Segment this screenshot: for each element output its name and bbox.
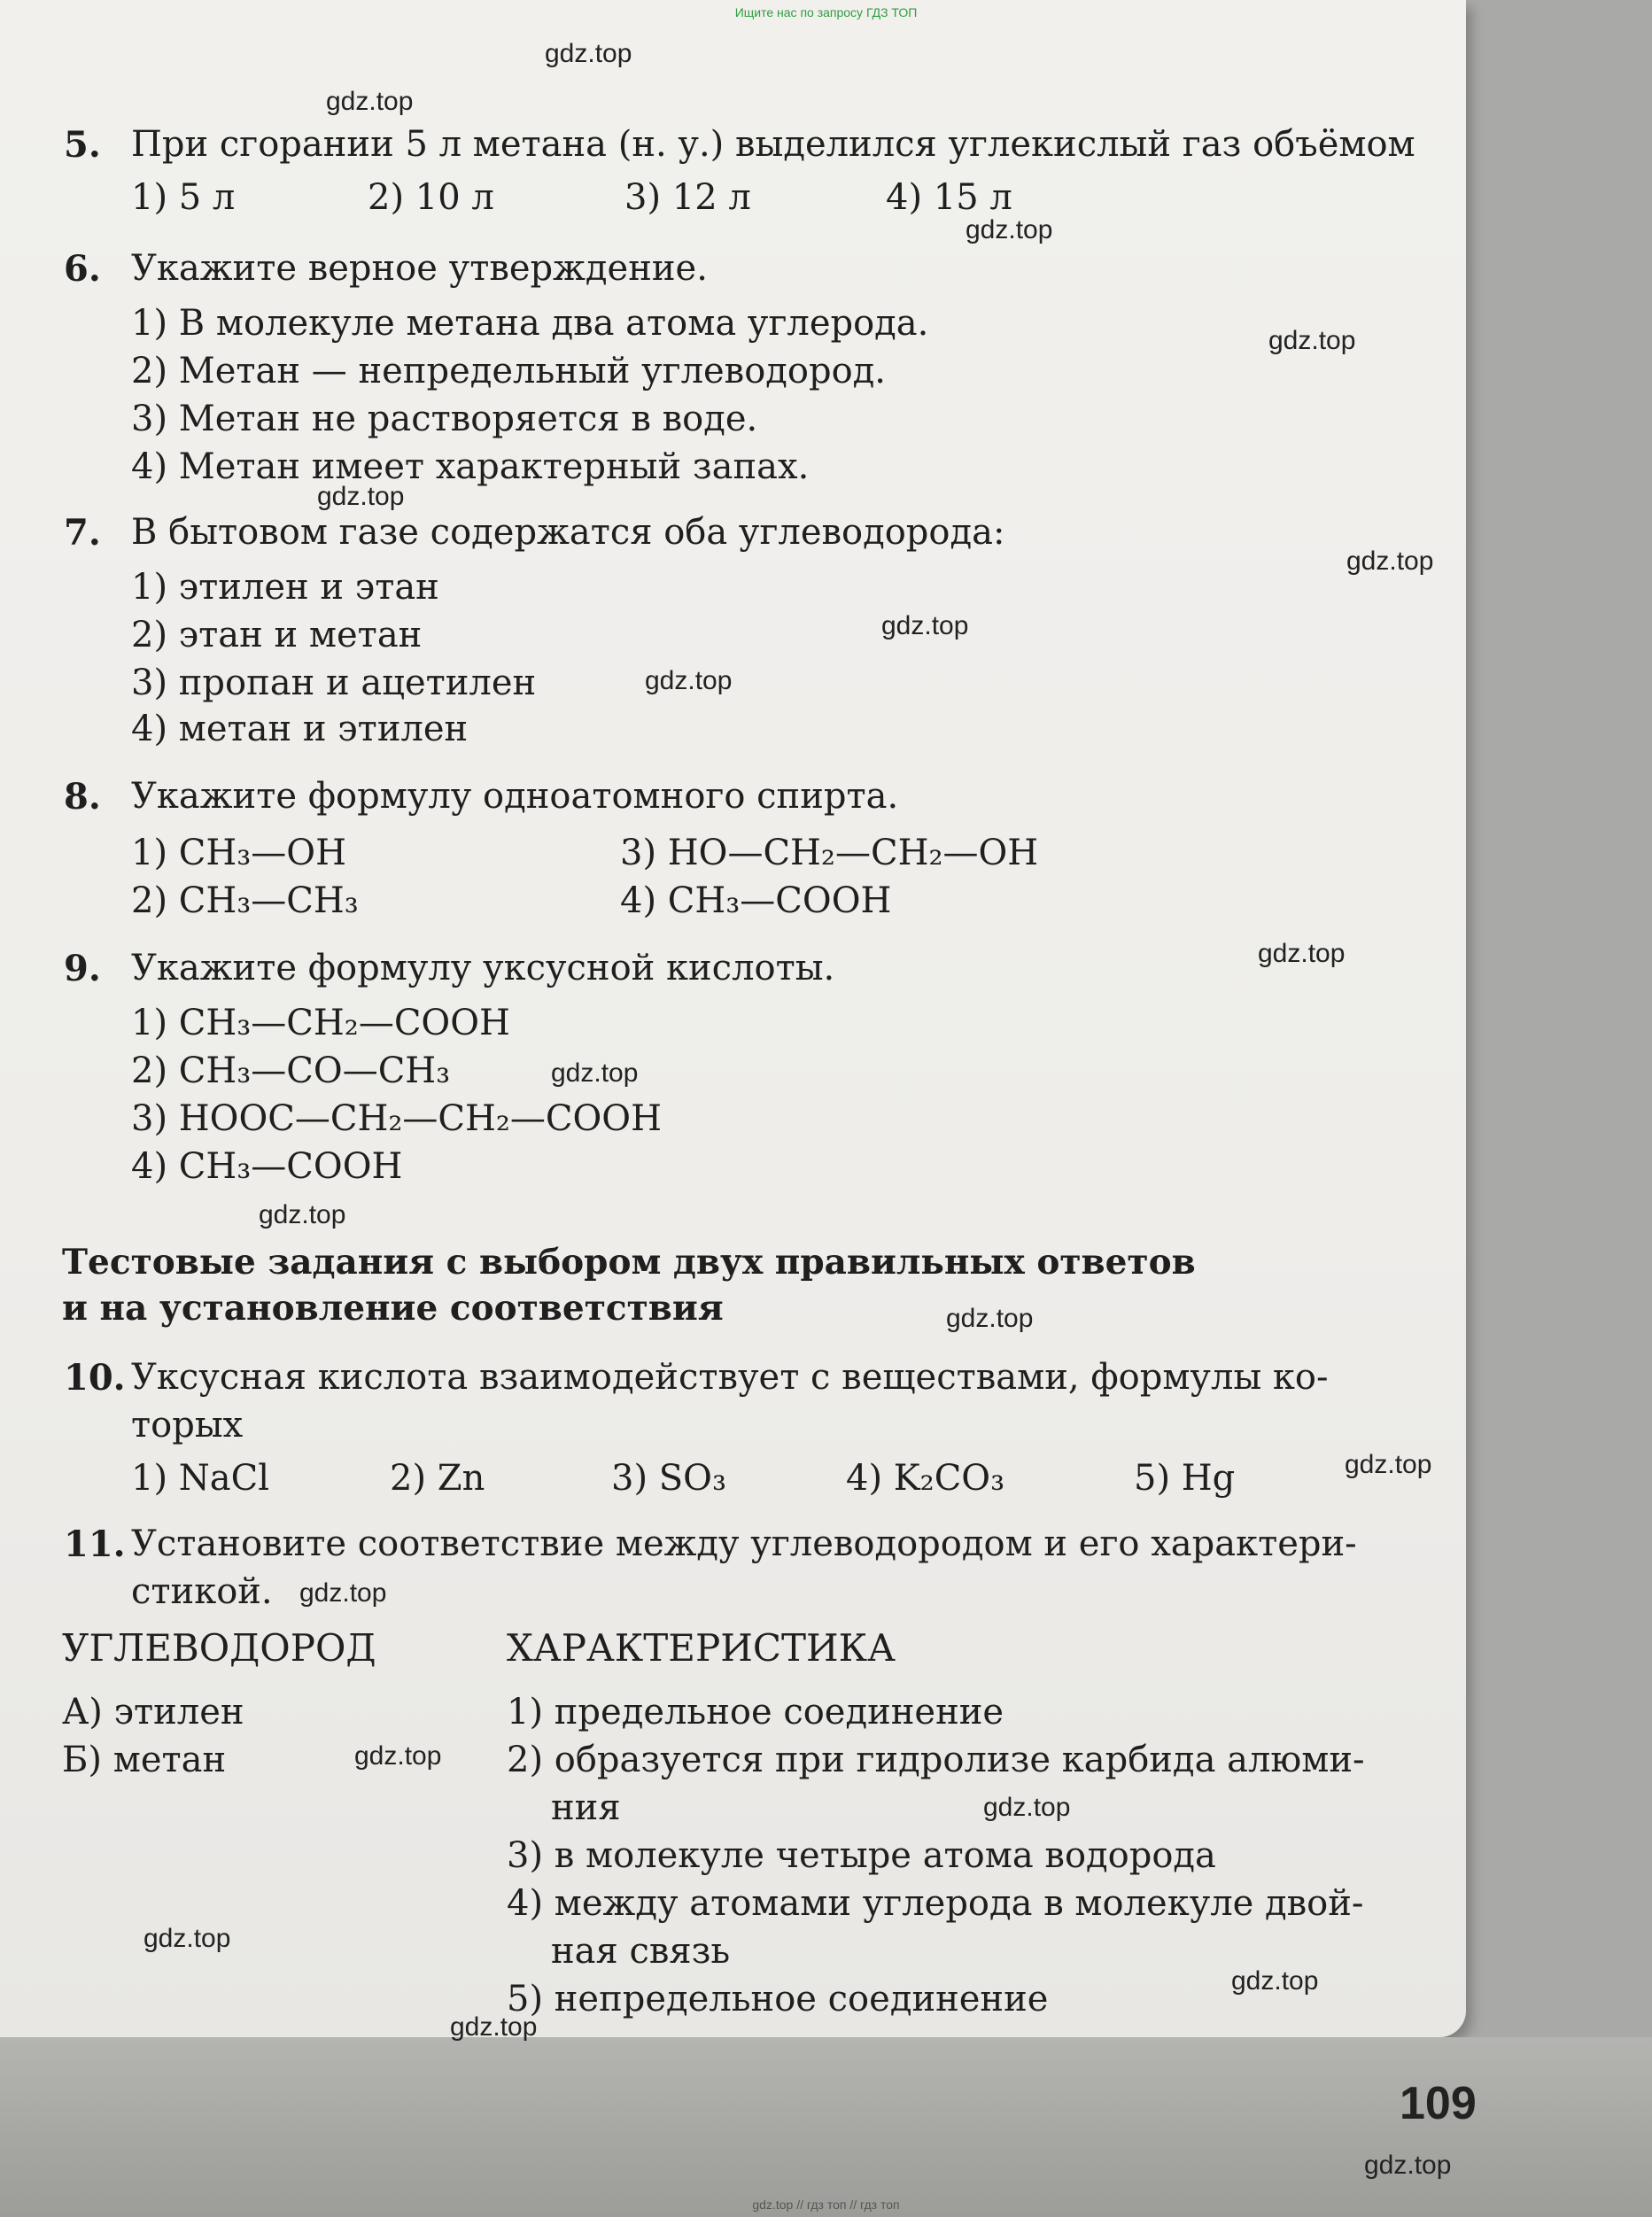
watermark[interactable]: gdz.top [1268, 326, 1356, 355]
watermark[interactable]: gdz.top [1364, 2151, 1452, 2180]
q11-text-line-2: стикой. [131, 1571, 273, 1612]
q6-option-1: 1) В молекуле метана два атома углерода. [131, 303, 929, 344]
q11-number: 11. [64, 1523, 126, 1565]
q10-option-4: 4) K₂CO₃ [846, 1458, 1005, 1499]
q7-option-1: 1) этилен и этан [131, 567, 439, 608]
watermark[interactable]: gdz.top [317, 482, 405, 511]
watermark[interactable]: gdz.top [450, 2012, 538, 2042]
q9-number: 9. [64, 948, 101, 989]
hydrocarbon-item-b: Б) метан [62, 1740, 227, 1780]
q10-option-3: 3) SO₃ [611, 1458, 726, 1499]
watermark[interactable]: gdz.top [143, 1924, 231, 1953]
q9-option-4: 4) CH₃—COOH [131, 1146, 403, 1187]
q5-option-1: 1) 5 л [131, 177, 236, 218]
characteristic-item-4: 4) между атомами углерода в молекуле двой- [507, 1883, 1364, 1924]
hydrocarbon-column-header: УГЛЕВОДОРОД [62, 1626, 376, 1670]
q8-option-3: 3) HO—CH₂—CH₂—OH [620, 833, 1039, 873]
q5-number: 5. [64, 124, 101, 166]
characteristic-item-3: 3) в молекуле четыре атома водорода [507, 1835, 1216, 1876]
watermark[interactable]: gdz.top [946, 1304, 1034, 1333]
q8-option-2: 2) CH₃—CH₃ [131, 880, 359, 921]
q9-option-3: 3) HOOC—CH₂—CH₂—COOH [131, 1098, 662, 1139]
q6-option-3: 3) Метан не растворяется в воде. [131, 399, 758, 439]
page-number: 109 [1400, 2078, 1477, 2129]
watermark[interactable]: gdz.top [1258, 939, 1346, 968]
q6-text: Укажите верное утверждение. [131, 248, 708, 289]
q6-option-2: 2) Метан — непредельный углеводород. [131, 351, 887, 391]
q9-text: Укажите формулу уксусной кислоты. [131, 948, 835, 988]
q7-option-2: 2) этан и метан [131, 615, 423, 655]
q11-text-line-1: Установите соответствие между углеводородом и его характери- [131, 1523, 1357, 1564]
header-link[interactable]: Ищите нас по запросу ГДЗ ТОП [734, 5, 918, 19]
q7-option-3: 3) пропан и ацетилен [131, 663, 537, 703]
watermark[interactable]: gdz.top [1345, 1450, 1432, 1479]
watermark[interactable]: gdz.top [966, 215, 1053, 244]
q8-option-1: 1) CH₃—OH [131, 833, 346, 873]
characteristic-item-2: 2) образуется при гидролизе карбида алюми- [507, 1740, 1365, 1780]
q6-number: 6. [64, 248, 101, 290]
q10-option-2: 2) Zn [390, 1458, 485, 1499]
q7-number: 7. [64, 512, 101, 554]
q5-option-3: 3) 12 л [624, 177, 751, 218]
footer-links[interactable]: gdz.top // гдз топ // гдз топ [752, 2198, 900, 2212]
watermark[interactable]: gdz.top [326, 87, 414, 116]
watermark[interactable]: gdz.top [1231, 1966, 1319, 1996]
q9-option-1: 1) CH₃—CH₂—COOH [131, 1003, 510, 1043]
q6-option-4: 4) Метан имеет характерный запах. [131, 446, 810, 487]
watermark[interactable]: gdz.top [1346, 546, 1434, 576]
characteristic-item-5: 5) непредельное соединение [507, 1979, 1049, 2019]
q9-option-2: 2) CH₃—CO—CH₃ [131, 1050, 451, 1091]
q10-text-line-2: торых [131, 1405, 244, 1446]
q10-option-1: 1) NaCl [131, 1458, 270, 1499]
q8-option-4: 4) CH₃—COOH [620, 880, 892, 921]
section-heading-line-1: Тестовые задания с выбором двух правильных ответов [62, 1242, 1196, 1283]
watermark[interactable]: gdz.top [299, 1578, 387, 1608]
watermark[interactable]: gdz.top [354, 1741, 442, 1771]
watermark[interactable]: gdz.top [983, 1793, 1071, 1822]
q8-text: Укажите формулу одноатомного спирта. [131, 776, 899, 817]
watermark[interactable]: gdz.top [881, 611, 969, 640]
q7-text: В бытовом газе содержатся оба углеводорода: [131, 512, 1005, 553]
section-heading-line-2: и на установление соответствия [62, 1288, 724, 1329]
characteristic-column-header: ХАРАКТЕРИСТИКА [507, 1626, 896, 1670]
watermark[interactable]: gdz.top [551, 1058, 639, 1088]
watermark[interactable]: gdz.top [645, 666, 733, 695]
q5-option-4: 4) 15 л [886, 177, 1012, 218]
watermark[interactable]: gdz.top [545, 39, 632, 68]
q7-option-4: 4) метан и этилен [131, 709, 469, 749]
q5-text: При сгорании 5 л метана (н. у.) выделился углекислый газ объёмом [131, 124, 1415, 165]
characteristic-item-4-cont: ная связь [551, 1931, 731, 1972]
q8-number: 8. [64, 776, 101, 818]
hydrocarbon-item-a: А) этилен [62, 1692, 244, 1733]
characteristic-item-2-cont: ния [551, 1787, 621, 1828]
q10-option-5: 5) Hg [1134, 1458, 1236, 1499]
q10-text-line-1: Уксусная кислота взаимодействует с веществами, формулы ко- [131, 1357, 1329, 1398]
characteristic-item-1: 1) предельное соединение [507, 1692, 1004, 1733]
q10-number: 10. [64, 1357, 126, 1399]
q5-option-2: 2) 10 л [368, 177, 494, 218]
watermark[interactable]: gdz.top [259, 1200, 346, 1229]
